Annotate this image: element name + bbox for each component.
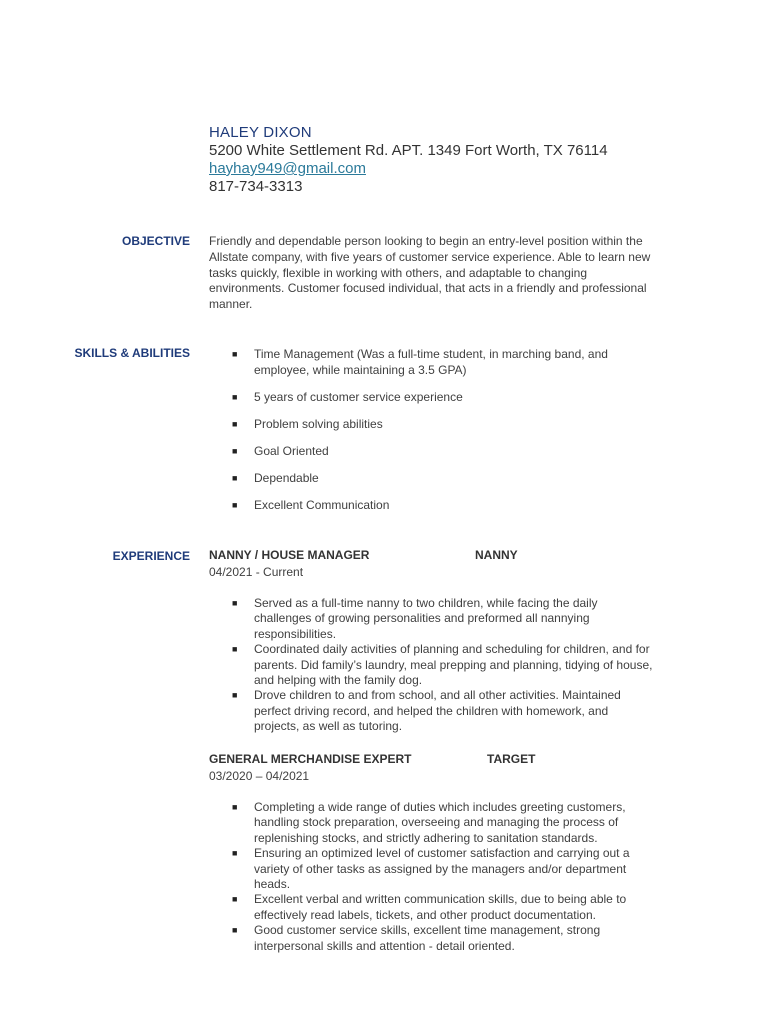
list-item [230, 892, 655, 923]
duty-text: Completing a wide range of duties which includes greeting customers, handling stock preparation, overseeing and managing the process of replenishing stocks, and strictly adhering to sanitation standards. [254, 800, 626, 845]
list-item [230, 389, 650, 405]
list-item [230, 497, 650, 513]
job-dates: 03/2020 – 04/2021 [209, 769, 310, 783]
job-dates: 04/2021 - Current [209, 565, 304, 579]
duty-text: Good customer service skills, excellent time management, strong interpersonal skills and attention - detail oriented. [254, 923, 601, 953]
square-bullet-icon: ■ [232, 446, 238, 456]
duty-text: Drove children to and from school, and all other activities. Maintained perfect driving record, and helped the children with homework, and projects, as well as tutoring. [254, 688, 621, 734]
list-item [230, 416, 650, 432]
duties-list [230, 800, 655, 954]
skill-text: Dependable [254, 471, 319, 485]
square-bullet-icon: ■ [232, 644, 238, 655]
skill-text: Time Management (Was a full-time student, in marching band, and employee, while maintaining a 3.5 GPA) [254, 347, 608, 377]
square-bullet-icon: ■ [232, 392, 238, 402]
skill-text: Problem solving abilities [254, 417, 383, 431]
objective-heading: OBJECTIVE [121, 234, 190, 248]
list-item [230, 470, 650, 486]
square-bullet-icon: ■ [232, 598, 238, 608]
square-bullet-icon: ■ [232, 473, 238, 483]
duty-text: Served as a full-time nanny to two children, while facing the daily challenges of growing personalities and preformed all nannying responsibilities. [254, 596, 598, 641]
applicant-name: HALEY DIXON [209, 124, 312, 141]
duties-list [230, 596, 655, 735]
list-item [230, 923, 655, 954]
square-bullet-icon: ■ [232, 894, 238, 905]
square-bullet-icon: ■ [232, 848, 238, 859]
job-entry [209, 548, 659, 735]
skills-list [230, 346, 650, 524]
phone-number: 817-734-3313 [209, 178, 303, 195]
square-bullet-icon: ■ [232, 419, 238, 429]
list-item [230, 846, 655, 892]
address: 5200 White Settlement Rd. APT. 1349 Fort Worth, TX 76114 [209, 142, 608, 159]
duty-text: Ensuring an optimized level of customer satisfaction and carrying out a variety of other tasks as assigned by the managers and/or department heads. [254, 846, 630, 892]
list-item [230, 443, 650, 459]
duty-text: Coordinated daily activities of planning and scheduling for children, and for parents. Did family’s laundry, meal prepping and planning, tidying of house, and helping with the family dog. [254, 642, 653, 688]
email-link[interactable]: hayhay949@gmail.com [209, 160, 366, 177]
list-item [230, 642, 655, 688]
experience-heading: EXPERIENCE [112, 549, 190, 563]
square-bullet-icon: ■ [232, 349, 238, 359]
job-header [209, 548, 659, 564]
objective-text: Friendly and dependable person looking to begin an entry-level position within the Allstate company, with five years of customer service experience. Able to learn new tasks quickly, flexible in working with others, and adaptable to changing environments. Customer focused individual, that acts in a friendly and professional manner. [209, 234, 651, 312]
list-item [230, 346, 650, 378]
skill-text: Goal Oriented [254, 444, 329, 458]
list-item [230, 800, 655, 846]
contact-header [209, 124, 729, 196]
job-title: GENERAL MERCHANDISE EXPERT [209, 752, 412, 766]
skill-text: Excellent Communication [254, 498, 390, 512]
square-bullet-icon: ■ [232, 925, 238, 936]
job-title: NANNY / HOUSE MANAGER [209, 548, 370, 562]
job-company: TARGET [487, 752, 536, 766]
square-bullet-icon: ■ [232, 690, 238, 701]
skill-text: 5 years of customer service experience [254, 390, 463, 404]
skills-heading: SKILLS & ABILITIES [74, 346, 190, 360]
square-bullet-icon: ■ [232, 802, 238, 812]
job-header [209, 752, 659, 768]
list-item [230, 688, 655, 734]
square-bullet-icon: ■ [232, 500, 238, 510]
duty-text: Excellent verbal and written communication skills, due to being able to effectively read labels, tickets, and other product documentation. [254, 892, 627, 922]
job-entry [209, 752, 659, 954]
list-item [230, 596, 655, 642]
job-company: NANNY [475, 548, 518, 562]
